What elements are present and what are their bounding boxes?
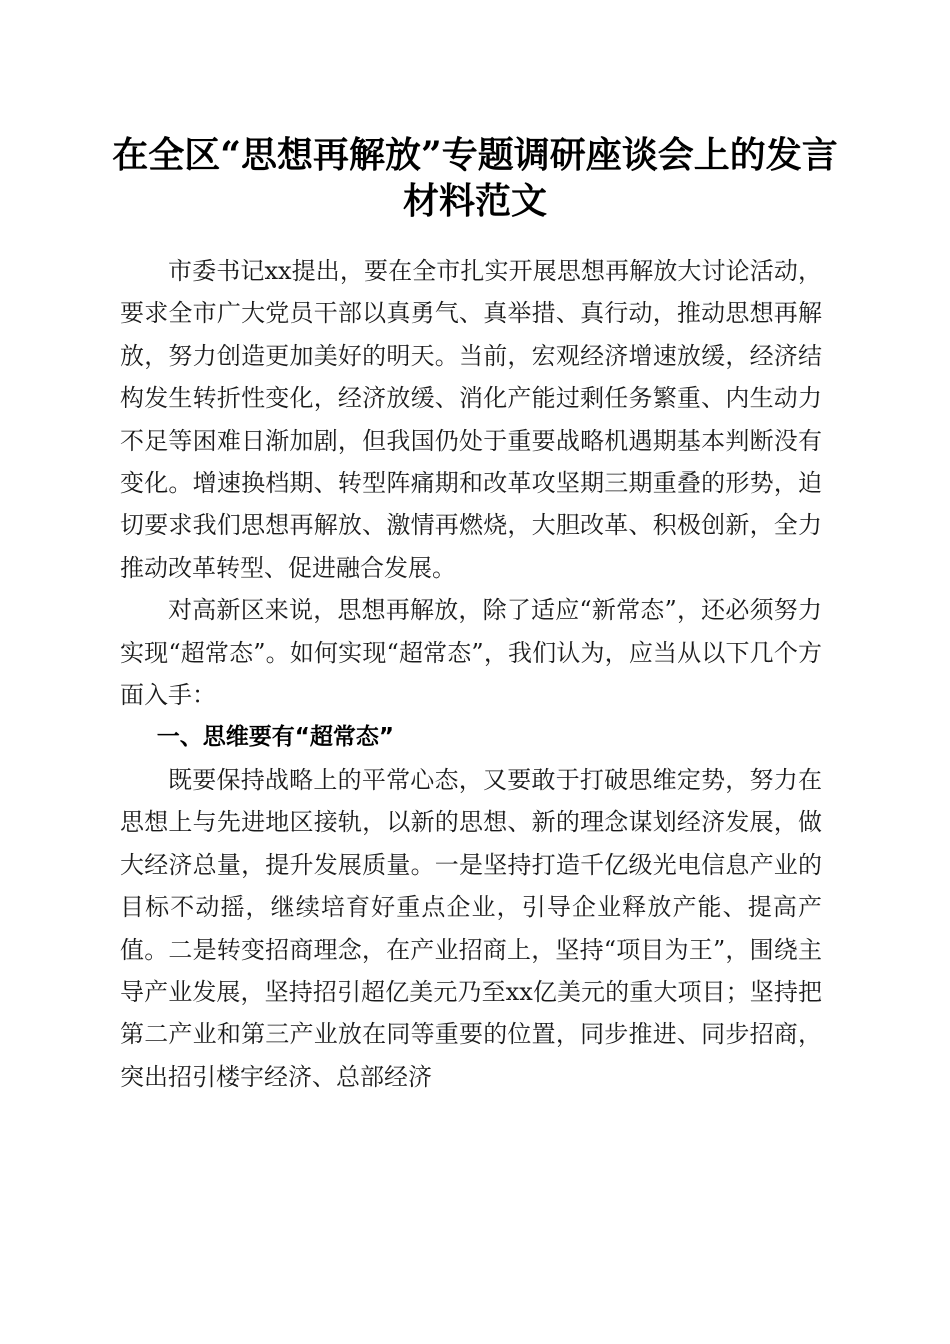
document-title: 在全区“思想再解放”专题调研座谈会上的发言材料范文 xyxy=(112,134,838,222)
paragraph-approach: 对高新区来说，思想再解放，除了适应“新常态”，还必须努力实现“超常态”。如何实现“超常态”，我们认为，应当从以下几个方面入手： xyxy=(120,596,822,710)
section-paragraph: 既要保持战略上的平常心态，又要敢于打破思维定势，努力在思想上与先进地区接轨，以新的思想、新的理念谋划经济发展，做大经济总量，提升发展质量。一是坚持打造千亿级光电信息产业的目标不动摇，继续培育好重点企业，引导企业释放产能、提高产值。二是转变招商理念，在产业招商上，坚持“项目为王”，围绕主导产业发展，坚持招引超亿美元乃至xx亿美元的重大项目；坚持把第二产业和第三产业放在同等重要的位置，同步推进、同步招商，突出招引楼宇经济、总部经济 xyxy=(120,765,822,1091)
section-heading: 一、思维要有“超常态” xyxy=(156,724,395,751)
paragraph-intro: 市委书记xx提出，要在全市扎实开展思想再解放大讨论活动，要求全市广大党员干部以真勇气、真举措、真行动，推动思想再解放，努力创造更加美好的明天。当前，宏观经济增速放缓，经济结构发生转折性变化，经济放缓、消化产能过剩任务繁重、内生动力不足等困难日渐加剧，但我国仍处于重要战略机遇期基本判断没有变化。增速换档期、转型阵痛期和改革攻坚期三期重叠的形势，迫切要求我们思想再解放、激情再燃烧，大胆改革、积极创新，全力推动改革转型、促进融合发展。 xyxy=(120,257,822,582)
document-body xyxy=(120,250,822,1098)
